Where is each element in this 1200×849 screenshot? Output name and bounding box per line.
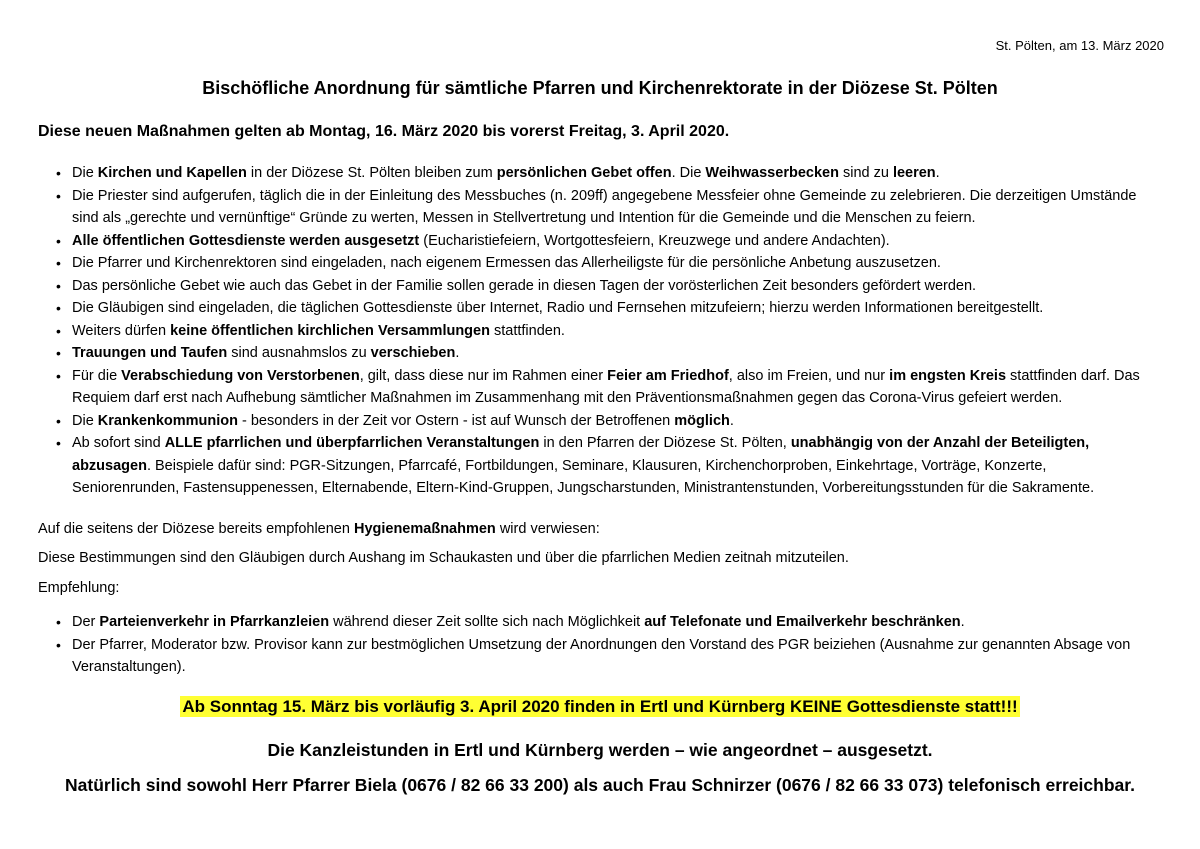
list-item: • Ab sofort sind ALLE pfarrlichen und überpfarrlichen Veranstaltungen in den Pfarren der Diözese St. Pölten, unabhängig von der Anzahl der Beteiligten, abzusagen. Beispiele dafür sind: PGR-Sitzungen, Pfarrcafé, Fortbildungen, Seminare, Klausuren, Kirchenchorproben, Einkehrtage, Vorträge, Konzerte, Seniorenrunden, Fastensuppenessen, Elternabende, Eltern-Kind-Gruppen, Jungscharstunden, Ministrantenstunden, Vorbereitungsstunden für die Sakramente. (56, 432, 1156, 500)
list-item: • Die Gläubigen sind eingeladen, die täglichen Gottesdienste über Internet, Radio und Fernsehen mitzufeiern; hierzu werden Informationen bereitgestellt. (56, 297, 1156, 320)
list-item: • Die Kirchen und Kapellen in der Diözese St. Pölten bleiben zum persönlichen Gebet offen. Die Weihwasserbecken sind zu leeren. (56, 162, 1156, 185)
recommendations-list (56, 611, 1156, 679)
list-item: • Der Parteienverkehr in Pfarrkanzleien während dieser Zeit sollte sich nach Möglichkeit auf Telefonate und Emailverkehr beschränken. (56, 611, 1156, 634)
list-item: • Die Krankenkommunion - besonders in der Zeit vor Ostern - ist auf Wunsch der Betroffenen möglich. (56, 410, 1156, 433)
list-item: • Die Pfarrer und Kirchenrektoren sind eingeladen, nach eigenem Ermessen das Allerheiligste für die persönliche Anbetung auszusetzen. (56, 252, 1156, 275)
closing-line-2: Natürlich sind sowohl Herr Pfarrer Biela (0676 / 82 66 33 200) als auch Frau Schnirzer (0676 / 82 66 33 073) telefonisch erreichbar. (65, 775, 1135, 795)
list-item: • Trauungen und Taufen sind ausnahmslos zu verschieben. (56, 342, 1156, 365)
document-date: St. Pölten, am 13. März 2020 (995, 38, 1164, 53)
document-title: Bischöfliche Anordnung für sämtliche Pfarren und Kirchenrektorate in der Diözese St. Pölten (202, 78, 998, 98)
highlight-notice (0, 697, 1200, 717)
measures-list (56, 162, 1156, 500)
document-subtitle: Diese neuen Maßnahmen gelten ab Montag, 16. März 2020 bis vorerst Freitag, 3. April 2020. (38, 123, 730, 140)
hygiene-paragraph: Auf die seitens der Diözese bereits empfohlenen Hygienemaßnahmen wird verwiesen: (38, 521, 600, 537)
list-item: • Die Priester sind aufgerufen, täglich die in der Einleitung des Messbuches (n. 209ff) angegebene Messfeier ohne Gemeinde zu zelebrieren. Die derzeitigen Umstände sind als „gerechte und vernünftige“ Gründe zu werten, Messen in Stellvertretung und Intention für die Gemeinde und die Menschen zu feiern. (56, 185, 1156, 230)
closing-line-1: Die Kanzleistunden in Ertl und Kürnberg werden – wie angeordnet – ausgesetzt. (267, 740, 933, 760)
list-item: • Das persönliche Gebet wie auch das Gebet in der Familie sollen gerade in diesen Tagen der vorösterlichen Zeit besonders gefördert werden. (56, 275, 1156, 298)
list-item: • Alle öffentlichen Gottesdienste werden ausgesetzt (Eucharistiefeiern, Wortgottesfeiern, Kreuzwege und andere Andachten). (56, 230, 1156, 253)
highlight-text: Ab Sonntag 15. März bis vorläufig 3. April 2020 finden in Ertl und Kürnberg KEINE Gottesdienste statt!!! (182, 697, 1018, 716)
list-item: • Für die Verabschiedung von Verstorbenen, gilt, dass diese nur im Rahmen einer Feier am Friedhof, also im Freien, und nur im engsten Kreis stattfinden darf. Das Requiem darf erst nach Aufhebung sämtlicher Maßnahmen im Zusammenhang mit den Präventionsmaßnahmen gegen das Corona-Virus gefeiert werden. (56, 365, 1156, 410)
list-item: • Weiters dürfen keine öffentlichen kirchlichen Versammlungen stattfinden. (56, 320, 1156, 343)
list-item: • Der Pfarrer, Moderator bzw. Provisor kann zur bestmöglichen Umsetzung der Anordnungen den Vorstand des PGR beiziehen (Ausnahme zur genannten Absage von Veranstaltungen). (56, 634, 1156, 679)
recommendation-label: Empfehlung: (38, 580, 120, 596)
notice-paragraph: Diese Bestimmungen sind den Gläubigen durch Aushang im Schaukasten und über die pfarrlichen Medien zeitnah mitzuteilen. (38, 550, 849, 566)
